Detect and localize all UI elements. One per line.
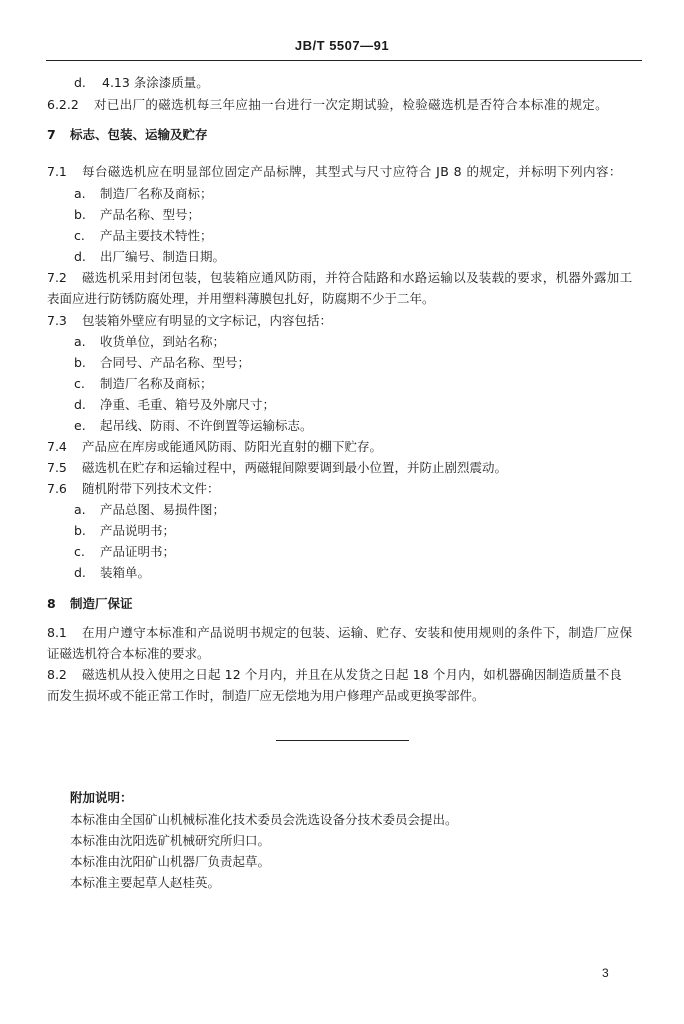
item-text: 产品证明书； xyxy=(100,544,176,559)
clause-text: 每台磁选机应在明显部位固定产品标牌，其型式与尺寸应符合 JB 8 的规定，并标明下列内容： xyxy=(82,164,622,179)
clause-number: 8.2 xyxy=(47,667,67,682)
clause-text: 而发生损坏或不能正常工作时，制造厂应无偿地为用户修理产品或更换零部件。 xyxy=(47,688,485,703)
item-marker: a. xyxy=(74,334,86,349)
clause-number: 8.1 xyxy=(47,625,67,640)
clause-text: 磁选机在贮存和运输过程中，两磁辊间隙要调到最小位置，并防止剧烈震动。 xyxy=(82,460,508,475)
item-marker: b. xyxy=(74,207,86,222)
document-code-header: JB/T 5507—91 xyxy=(294,38,390,53)
page-number: 3 xyxy=(602,966,609,980)
clause-text: 磁选机采用封闭包装，包装箱应通风防雨，并符合陆路和水路运输以及装载的要求，机器外露加工 xyxy=(82,270,633,285)
item-text: 装箱单。 xyxy=(100,565,151,580)
item-text: 收货单位，到站名称； xyxy=(100,334,226,349)
clause-number: 6.2.2 xyxy=(47,97,79,112)
note-text: 本标准由沈阳选矿机械研究所归口。 xyxy=(70,833,271,848)
item-marker: d. xyxy=(74,397,86,412)
item-marker: d. xyxy=(74,249,86,264)
item-marker: c. xyxy=(74,544,85,559)
section-heading: 标志、包装、运输及贮存 xyxy=(70,127,208,142)
item-text: 制造厂名称及商标； xyxy=(100,376,213,391)
header-rule xyxy=(46,60,642,61)
item-marker: d. xyxy=(74,565,86,580)
item-text: 产品说明书； xyxy=(100,523,176,538)
clause-text: 包装箱外壁应有明显的文字标记，内容包括： xyxy=(82,313,333,328)
end-rule xyxy=(276,740,409,741)
item-text: 合同号、产品名称、型号； xyxy=(100,355,251,370)
section-number: 7 xyxy=(47,127,56,142)
clause-text: 证磁选机符合本标准的要求。 xyxy=(47,646,210,661)
clause-number: 7.3 xyxy=(47,313,67,328)
item-text: 4.13 条涂漆质量。 xyxy=(102,75,209,90)
clause-text: 随机附带下列技术文件： xyxy=(82,481,220,496)
item-text: 起吊线、防雨、不许倒置等运输标志。 xyxy=(100,418,313,433)
clause-text: 在用户遵守本标准和产品说明书规定的包装、运输、贮存、安装和使用规则的条件下，制造厂应保 xyxy=(82,625,633,640)
section-number: 8 xyxy=(47,596,56,611)
item-text: 制造厂名称及商标； xyxy=(100,186,213,201)
item-marker: c. xyxy=(74,376,85,391)
item-text: 出厂编号、制造日期。 xyxy=(100,249,226,264)
clause-text: 产品应在库房或能通风防雨、防阳光直射的棚下贮存。 xyxy=(82,439,383,454)
item-text: 产品主要技术特性； xyxy=(100,228,213,243)
clause-text: 对已出厂的磁选机每三年应抽一台进行一次定期试验，检验磁选机是否符合本标准的规定。 xyxy=(94,97,609,112)
item-marker: d. xyxy=(74,75,86,90)
item-marker: c. xyxy=(74,228,85,243)
section-heading: 制造厂保证 xyxy=(70,596,133,611)
clause-number: 7.6 xyxy=(47,481,67,496)
clause-number: 7.2 xyxy=(47,270,67,285)
item-marker: b. xyxy=(74,523,86,538)
item-text: 产品名称、型号； xyxy=(100,207,201,222)
clause-text: 表面应进行防锈防腐处理，并用塑料薄膜包扎好，防腐期不少于二年。 xyxy=(47,291,435,306)
clause-number: 7.1 xyxy=(47,164,67,179)
item-marker: b. xyxy=(74,355,86,370)
clause-number: 7.5 xyxy=(47,460,67,475)
note-text: 本标准主要起草人赵桂英。 xyxy=(70,875,221,890)
note-text: 本标准由沈阳矿山机器厂负责起草。 xyxy=(70,854,271,869)
item-marker: a. xyxy=(74,502,86,517)
item-text: 产品总图、易损件图； xyxy=(100,502,226,517)
clause-number: 7.4 xyxy=(47,439,67,454)
notes-heading: 附加说明： xyxy=(70,790,133,805)
item-marker: e. xyxy=(74,418,86,433)
item-marker: a. xyxy=(74,186,86,201)
note-text: 本标准由全国矿山机械标准化技术委员会洗选设备分技术委员会提出。 xyxy=(70,812,458,827)
clause-text: 磁选机从投入使用之日起 12 个月内，并且在从发货之日起 18 个月内，如机器确因制造质量不良 xyxy=(82,667,622,682)
item-text: 净重、毛重、箱号及外廓尺寸； xyxy=(100,397,276,412)
